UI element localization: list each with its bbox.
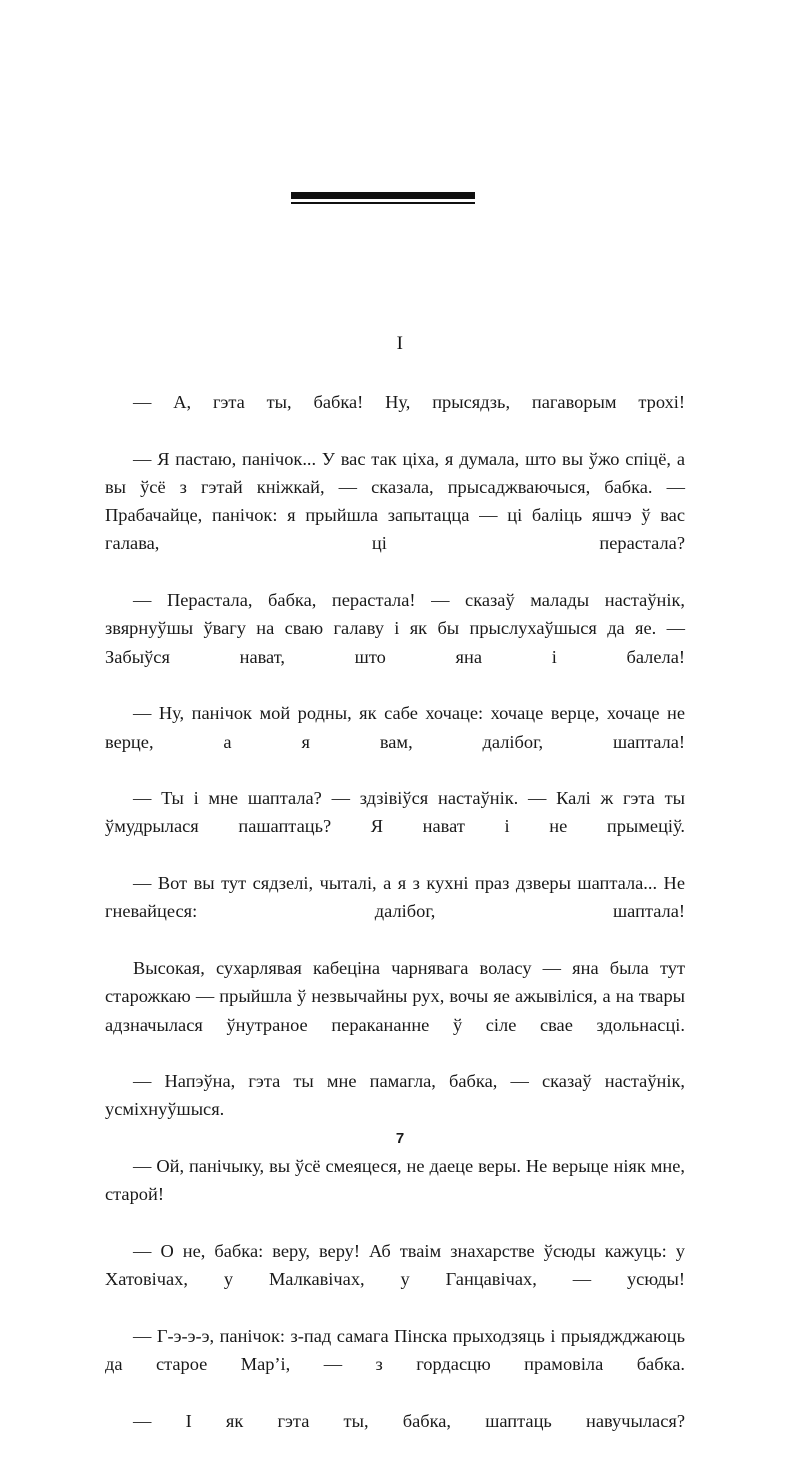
- paragraph: Высокая, сухарлявая кабеціна чарнявага воласу — яна была тут старожкаю — прыйшла ў незвычайны рух, вочы яе ажывіліся, а на твары адзначылася ўнутраное перакананне ў сіле свае здольнасці.: [105, 957, 685, 1035]
- paragraph: — А, гэта ты, бабка! Ну, прысядзь, пагаворым трохі!: [133, 392, 685, 412]
- paragraph: — О не, бабка: веру, веру! Аб тваім знахарстве ўсюды кажуць: у Хатовічах, у Малкавічах, у Ганцавічах, — усюды!: [105, 1240, 685, 1290]
- chapter-ornament-rule: [291, 192, 475, 204]
- ornament-thick-rule: [291, 192, 475, 199]
- paragraph: — Перастала, бабка, перастала! — сказаў малады настаўнік, звярнуўшы ўвагу на сваю галаву і як бы прыслухаўшыся да яе. — Забыўся нават, што яна і балела!: [105, 590, 685, 667]
- ornament-thin-rule: [291, 202, 475, 204]
- body-text: [105, 388, 685, 1463]
- paragraph: — Вот вы тут сядзелі, чыталі, а я з кухні праз дзверы шаптала... Не гневайцеся: далібог, шаптала!: [105, 873, 685, 922]
- paragraph: — Ой, панічыку, вы ўсё смеяцеся, не даеце веры. Не верыце ніяк мне, старой!: [105, 1156, 685, 1205]
- page-number: 7: [395, 1130, 405, 1147]
- paragraph: — Я пастаю, панічок... У вас так ціха, я думала, што вы ўжо спіцё, а вы ўсё з гэтай кніжкай, — сказала, прысаджваючыся, бабка. — Прабачайце, панічок: я прыйшла запытацца — ці баліць яшчэ ў вас галава, ці перастала?: [105, 448, 685, 554]
- paragraph: — Напэўна, гэта ты мне памагла, бабка, — сказаў настаўнік, усміхнуўшыся.: [105, 1071, 685, 1120]
- paragraph: — Г-э-э-э, панічок: з-пад самага Пінска прыходзяць і прыяджджаюць да старое Мар’і, — з гордасцю прамовіла бабка.: [105, 1325, 685, 1375]
- paragraph: — Ты і мне шаптала? — здзівіўся настаўнік. — Калі ж гэта ты ўмудрылася пашаптаць? Я нават і не прымеціў.: [105, 788, 685, 837]
- chapter-number: I: [396, 333, 404, 354]
- paragraph: — І як гэта ты, бабка, шаптаць навучылася?: [133, 1410, 685, 1431]
- paragraph: — Ну, панічок мой родны, як сабе хочаце: хочаце верце, хочаце не верце, а я вам, далібог, шаптала!: [105, 703, 685, 752]
